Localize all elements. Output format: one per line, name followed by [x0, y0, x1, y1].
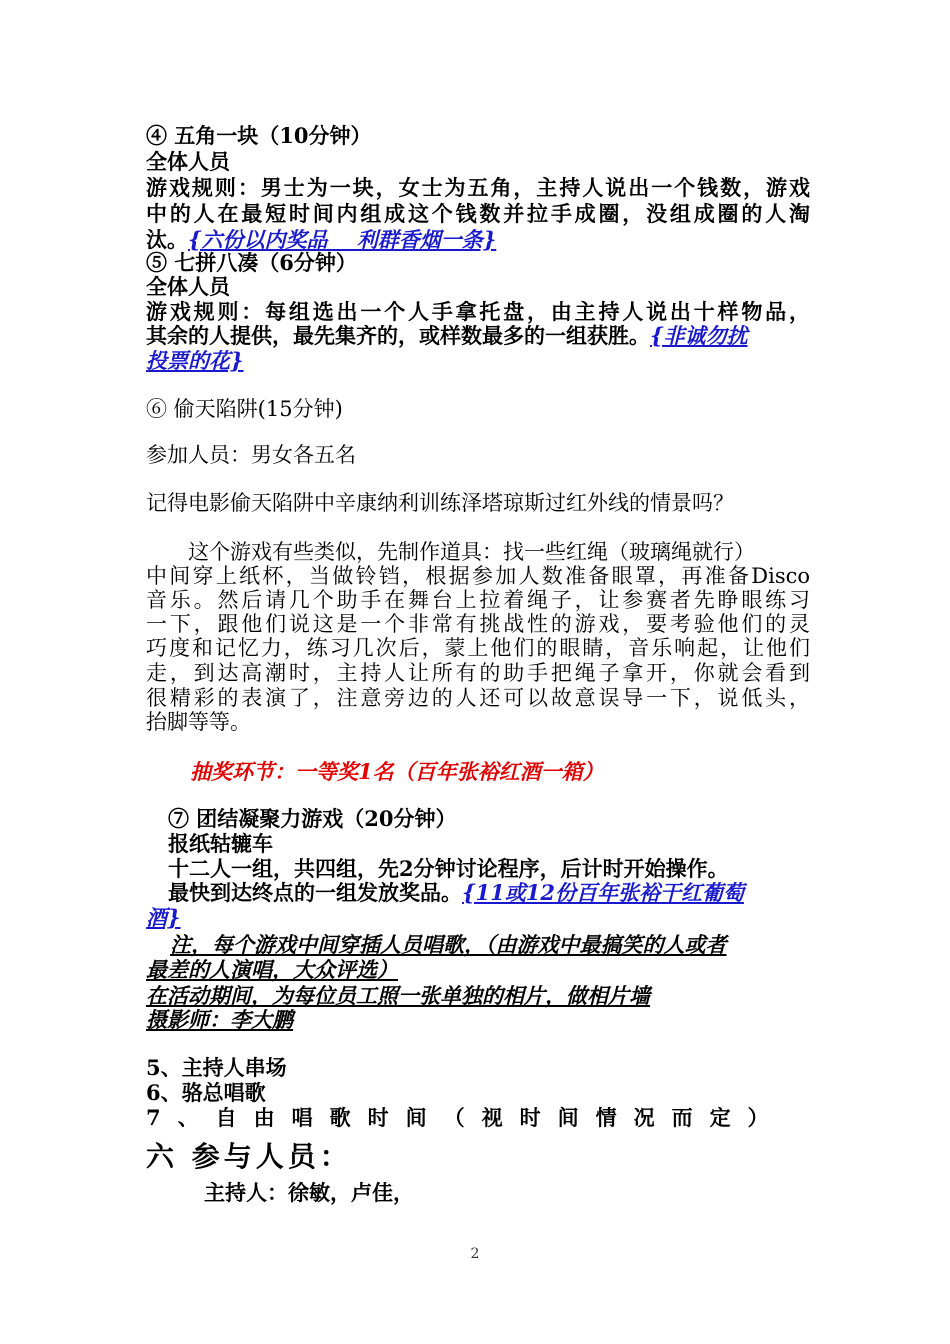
game6-desc-line: 很精彩的表演了，注意旁边的人还可以故意误导一下，说低头，: [146, 686, 810, 710]
game6-desc-line: 走，到达高潮时，主持人让所有的助手把绳子拿开，你就会看到: [146, 661, 810, 685]
game6-participants: 参加人员：男女各五名: [146, 443, 356, 467]
game5-rule-line2: [146, 323, 810, 349]
game6-desc-line: 这个游戏有些类似，先制作道具：找一些红绳（玻璃绳就行）: [188, 540, 755, 564]
lottery-line: 抽奖环节：一等奖1名（百年张裕红酒一箱）: [190, 759, 604, 784]
item-5: 5、主持人串场: [146, 1055, 287, 1080]
game7-prize-line2: [146, 905, 810, 931]
game4-rule-end: 汰。: [146, 227, 188, 252]
note-line4: 摄影师：李大鹏: [146, 1007, 293, 1032]
game7-line2: [168, 880, 810, 906]
game5-title: ⑤ 七拼八凑（6分钟）: [146, 250, 357, 275]
game7-name: 报纸轱辘车: [168, 831, 273, 856]
note-line3: 在活动期间，为每位员工照一张单独的相片，做相片墙: [146, 983, 650, 1008]
item-6: 6、骆总唱歌: [146, 1080, 266, 1105]
game6-desc-line: 抬脚等等。: [146, 710, 251, 734]
game6-title: ⑥ 偷天陷阱(15分钟): [146, 397, 343, 421]
game5-prize-part2: 投票的花}: [146, 348, 244, 373]
note-line1: 注，每个游戏中间穿插人员唱歌，（由游戏中最搞笑的人或者: [170, 932, 727, 957]
game4-who: 全体人员: [146, 149, 230, 174]
item-7: 7、自由唱歌时间（视时间情况而定）: [146, 1105, 786, 1130]
game4-prize: {六份以内奖品 利群香烟一条}: [188, 227, 497, 252]
section6-hosts: 主持人：徐敏，卢佳，: [204, 1180, 414, 1205]
game7-prize-part2: 酒}: [146, 905, 181, 930]
game7-title: ⑦ 团结凝聚力游戏（20分钟）: [168, 806, 457, 831]
game6-desc-line: 音乐。然后请几个助手在舞台上拉着绳子，让参赛者先睁眼练习: [146, 588, 810, 612]
note-line2: 最差的人演唱，大众评选）: [146, 957, 398, 982]
game5-prize-part1: {非诚勿扰: [650, 323, 748, 348]
game4-rule-line1: 游戏规则：男士为一块，女士为五角，主持人说出一个钱数，游戏: [146, 175, 810, 200]
game7-line2-text: 最快到达终点的一组发放奖品。: [168, 880, 462, 905]
game5-rule-line1: 游戏规则：每组选出一个人手拿托盘，由主持人说出十样物品，: [146, 299, 810, 324]
game6-desc-line: 一下，跟他们说这是一个非常有挑战性的游戏，要考验他们的灵: [146, 612, 810, 636]
game5-rule-end: 其余的人提供，最先集齐的，或样数最多的一组获胜。: [146, 323, 650, 348]
game6-intro: 记得电影偷天陷阱中辛康纳利训练泽塔琼斯过红外线的情景吗？: [146, 491, 734, 515]
game6-desc-line: 中间穿上纸杯，当做铃铛，根据参加人数准备眼罩，再准备Disco: [146, 564, 810, 588]
game5-who: 全体人员: [146, 274, 230, 299]
game5-prize-line2: [146, 348, 810, 374]
page-number: 2: [470, 1246, 480, 1262]
game4-rule-line2: 中的人在最短时间内组成这个钱数并拉手成圈，没组成圈的人淘: [146, 201, 810, 226]
game7-line1: 十二人一组，共四组，先2分钟讨论程序，后计时开始操作。: [168, 856, 729, 881]
game4-title: ④ 五角一块（10分钟）: [146, 123, 372, 148]
game7-prize-part1: {11或12份百年张裕干红葡萄: [462, 880, 744, 905]
game6-desc-line: 巧度和记忆力，练习几次后，蒙上他们的眼睛，音乐响起，让他们: [146, 636, 810, 660]
section6-title: 六 参与人员：: [146, 1140, 352, 1173]
